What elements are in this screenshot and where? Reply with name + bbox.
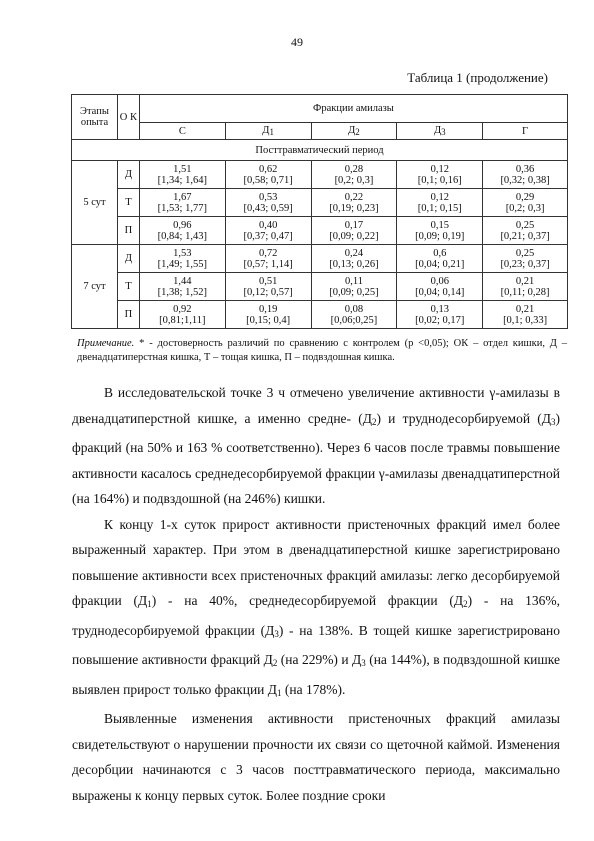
table-row — [72, 273, 568, 301]
paragraph: Выявленные изменения активности пристеночных фракций амилазы свидетельствуют о нарушении прочности их связи со щеточной каймой. Изменения десорбции начинаются с 3 часов посттравматического периода, максимально выражены к концу первых суток. Более поздние сроки — [72, 711, 560, 803]
quartile-range: [0,21; 0,37] — [500, 230, 550, 242]
value-cell — [139, 273, 225, 301]
quartile-range: [0,57; 1,14] — [243, 258, 293, 270]
median-value: 1,53 — [173, 247, 192, 259]
median-value: 1,44 — [173, 275, 192, 287]
fraction-header: Д3 — [397, 123, 483, 140]
value-cell — [483, 301, 568, 329]
median-value: 0,21 — [515, 275, 535, 287]
quartile-range: [0,81;1,11] — [159, 314, 206, 326]
median-value: 0,28 — [344, 163, 364, 175]
quartile-range: [0,19; 0,23] — [329, 202, 379, 214]
table-row — [72, 217, 568, 245]
table-row — [72, 245, 568, 273]
median-value: 0,25 — [515, 247, 535, 259]
value-cell — [225, 301, 311, 329]
median-value: 0,53 — [258, 191, 278, 203]
median-value: 0,51 — [258, 275, 278, 287]
quartile-range: [1,34; 1,64] — [157, 174, 207, 186]
note-label: Примечание. — [77, 338, 135, 349]
value-cell — [311, 161, 397, 189]
table-note — [77, 337, 567, 365]
paragraph: К концу 1-х суток прирост активности пристеночных фракций имел более выраженный характер. При этом в двенадцатиперстной кишке зарегистрировано повышение активности всех пристеночных фракций амилазы: легко десорбируемой фракции $(Д_1)$ - на 40%, среднедесорбируемой фракции $(Д_2)$ - на 136%, труднодесорбируемой фракции $(Д_3)$ - на 138%. В тощей кишке зарегистрировано повышение активности фракций $Д_2$ (на 229%) и $Д_3$ (на 144%), в подвздошной кишке выявлен прирост только фракции $Д_1$ (на 178%). — [72, 516, 560, 698]
value-cell — [139, 245, 225, 273]
median-value: 0,62 — [258, 163, 278, 175]
median-value: 1,51 — [173, 163, 192, 175]
value-cell — [311, 245, 397, 273]
median-value: 0,6 — [433, 247, 447, 259]
median-value: 0,24 — [344, 247, 364, 259]
value-cell — [139, 301, 225, 329]
median-value: 0,36 — [515, 163, 535, 175]
median-value: 0,92 — [173, 303, 192, 315]
ok-cell: П — [117, 217, 139, 245]
median-value: 0,12 — [430, 191, 449, 203]
quartile-range: [0,84; 1,43] — [157, 230, 207, 242]
fraction-header: Д2 — [311, 123, 397, 140]
fraction-header: С — [139, 123, 225, 140]
quartile-range: [1,49; 1,55] — [157, 258, 207, 270]
median-value: 0,96 — [173, 219, 192, 231]
ok-cell: Т — [117, 273, 139, 301]
header-ok: О К — [117, 95, 139, 140]
value-cell — [483, 217, 568, 245]
amylase-table — [71, 94, 568, 329]
median-value: 0,25 — [515, 219, 535, 231]
median-value: 0,40 — [258, 219, 278, 231]
median-value: 1,67 — [173, 191, 192, 203]
value-cell — [397, 245, 483, 273]
value-cell — [397, 189, 483, 217]
ok-cell: Т — [117, 189, 139, 217]
value-cell — [397, 273, 483, 301]
quartile-range: [0,58; 0,71] — [243, 174, 293, 186]
quartile-range: [0,13; 0,26] — [329, 258, 379, 270]
header-fractions: Фракции амилазы — [139, 95, 567, 123]
fraction-header: Г — [483, 123, 568, 140]
value-cell — [139, 161, 225, 189]
table-row — [72, 189, 568, 217]
quartile-range: [0,12; 0,57] — [243, 286, 293, 298]
value-cell — [311, 189, 397, 217]
value-cell — [139, 189, 225, 217]
ok-cell: П — [117, 301, 139, 329]
value-cell — [397, 301, 483, 329]
quartile-range: [0,06;0,25] — [330, 314, 378, 326]
median-value: 0,22 — [344, 191, 364, 203]
median-value: 0,12 — [430, 163, 449, 175]
quartile-range: [0,04; 0,21] — [415, 258, 465, 270]
value-cell — [225, 273, 311, 301]
body-text — [72, 380, 560, 808]
quartile-range: [0,1; 0,16] — [417, 174, 462, 186]
quartile-range: [0,09; 0,25] — [329, 286, 379, 298]
fraction-header: Д1 — [225, 123, 311, 140]
ok-cell: Д — [117, 245, 139, 273]
value-cell — [311, 301, 397, 329]
quartile-range: [0,09; 0,19] — [415, 230, 465, 242]
value-cell — [139, 217, 225, 245]
median-value: 0,21 — [515, 303, 535, 315]
value-cell — [225, 161, 311, 189]
table-row — [72, 161, 568, 189]
header-stage: Этапы опыта — [72, 95, 118, 140]
table-caption: Таблица 1 (продолжение) — [407, 70, 548, 85]
value-cell — [483, 189, 568, 217]
median-value: 0,06 — [430, 275, 449, 287]
quartile-range: [0,2; 0,3] — [505, 202, 545, 214]
quartile-range: [0,1; 0,33] — [503, 314, 548, 326]
quartile-range: [0,11; 0,28] — [500, 286, 550, 298]
median-value: 0,72 — [258, 247, 278, 259]
value-cell — [483, 273, 568, 301]
median-value: 0,15 — [430, 219, 449, 231]
quartile-range: [0,15; 0,4] — [246, 314, 291, 326]
quartile-range: [0,04; 0,14] — [415, 286, 465, 298]
note-text: * - достоверность различий по сравнению с контролем (р <0,05); ОК – отдел кишки, Д – двенадцатиперстная кишка, Т – тощая кишка, П – подвздошная кишка. — [77, 338, 567, 363]
stage-cell: 5 сут — [72, 161, 118, 245]
value-cell — [311, 217, 397, 245]
quartile-range: [0,23; 0,37] — [500, 258, 550, 270]
quartile-range: [0,2; 0,3] — [334, 174, 374, 186]
median-value: 0,19 — [258, 303, 278, 315]
median-value: 0,08 — [344, 303, 364, 315]
quartile-range: [0,43; 0,59] — [243, 202, 293, 214]
value-cell — [483, 161, 568, 189]
value-cell — [225, 245, 311, 273]
median-value: 0,17 — [344, 219, 364, 231]
ok-cell: Д — [117, 161, 139, 189]
page-number: 49 — [291, 35, 303, 49]
quartile-range: [0,02; 0,17] — [415, 314, 465, 326]
paragraph: В исследовательской точке 3 ч отмечено увеличение активности γ-амилазы в двенадцатиперстной кишке, а именно средне- $(Д_2)$ и труднодесорбируемой $(Д_3)$ фракций (на 50% и 163 % соответственно). Через 6 часов после травмы повышение активности касалось среднедесорбируемой фракции γ-амилазы двенадцатиперстной (на 164%) и подвздошной (на 246%) кишки. — [72, 385, 560, 506]
value-cell — [397, 217, 483, 245]
quartile-range: [1,38; 1,52] — [157, 286, 207, 298]
median-value: 0,13 — [430, 303, 449, 315]
value-cell — [397, 161, 483, 189]
value-cell — [311, 273, 397, 301]
quartile-range: [0,09; 0,22] — [329, 230, 379, 242]
median-value: 0,29 — [515, 191, 535, 203]
quartile-range: [0,32; 0,38] — [500, 174, 550, 186]
quartile-range: [0,1; 0,15] — [417, 202, 462, 214]
stage-cell: 7 сут — [72, 245, 118, 329]
value-cell — [225, 217, 311, 245]
median-value: 0,11 — [344, 275, 363, 287]
period-label: Посттравматический период — [72, 140, 568, 161]
quartile-range: [0,37; 0,47] — [243, 230, 293, 242]
value-cell — [225, 189, 311, 217]
table-row — [72, 301, 568, 329]
value-cell — [483, 245, 568, 273]
quartile-range: [1,53; 1,77] — [157, 202, 207, 214]
